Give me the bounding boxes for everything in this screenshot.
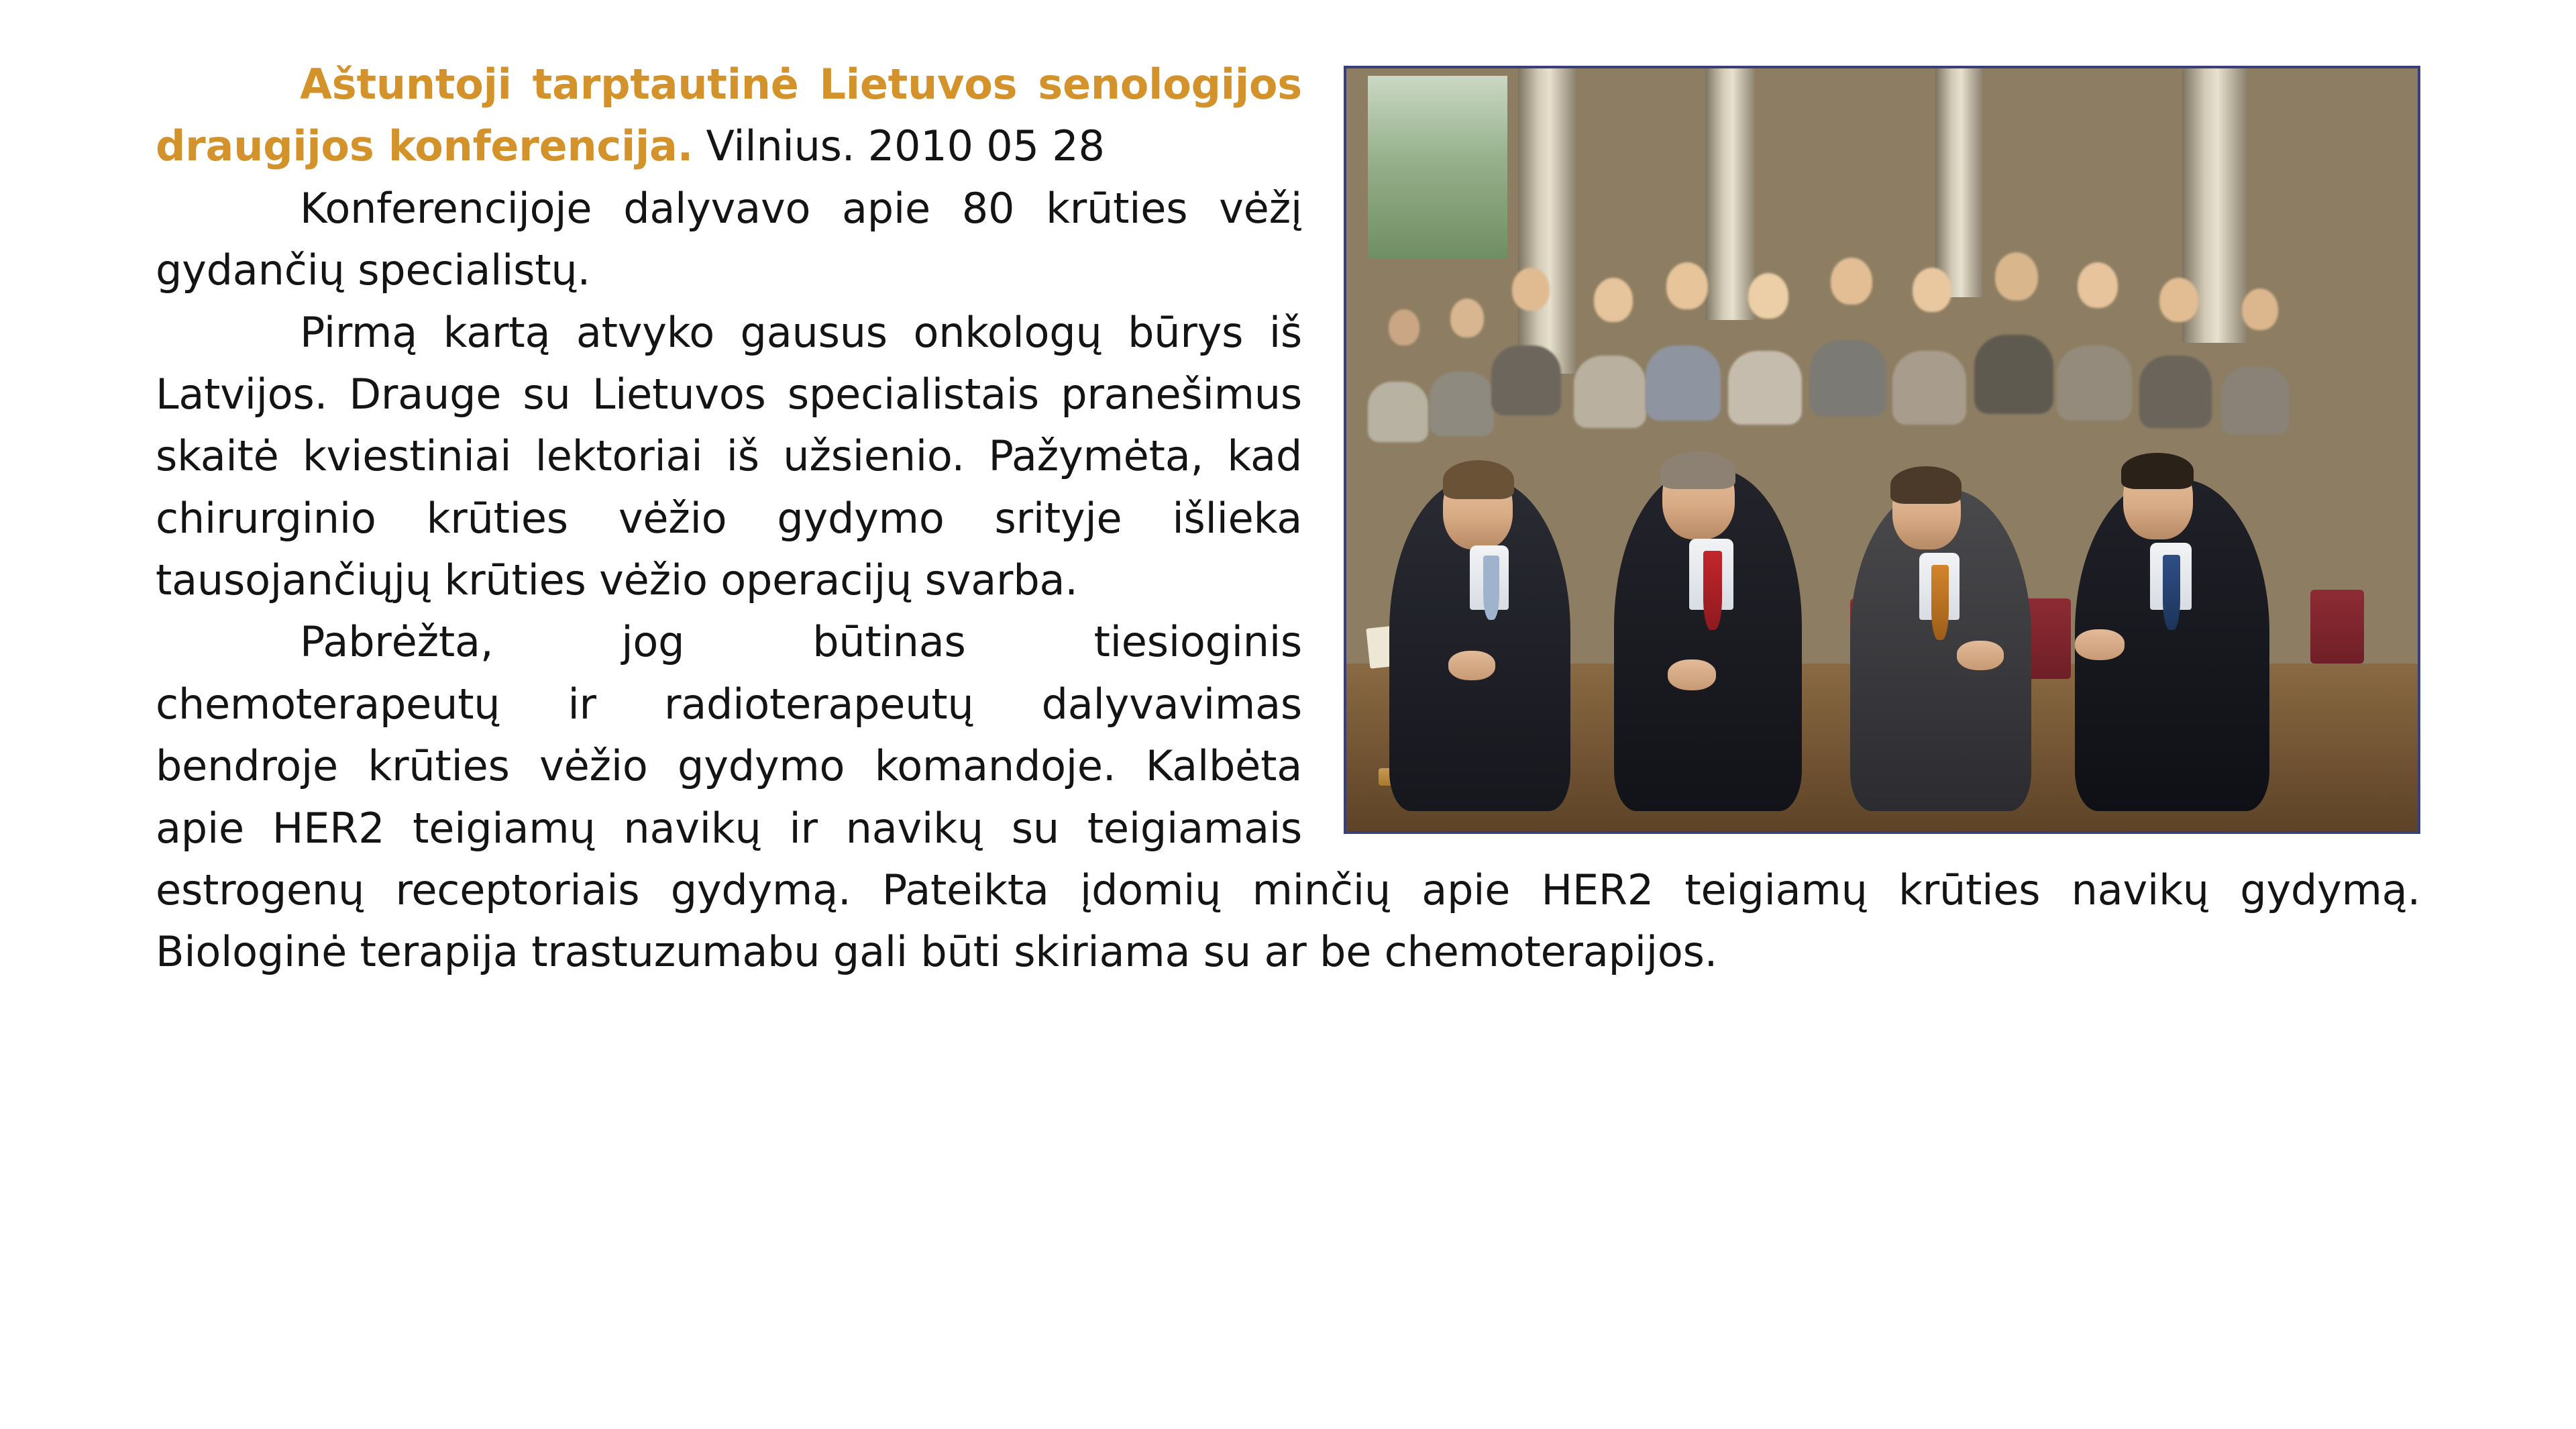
- attendee-hand: [1668, 659, 1716, 690]
- attendee-hair: [1443, 460, 1514, 499]
- attendee-hair: [1890, 466, 1962, 504]
- attendee-tie: [1483, 555, 1499, 620]
- article-body: [156, 54, 2420, 984]
- conference-photo-image: [1346, 68, 2418, 831]
- attendee-tie: [1703, 551, 1722, 630]
- attendee-hand: [2075, 629, 2125, 660]
- article-paragraph-1: Konferencijoje dalyvavo apie 80 krūties vėžį gydančių specialistų.: [156, 183, 1302, 295]
- attendee-hair: [2121, 453, 2194, 489]
- attendee-tie: [1931, 565, 1949, 640]
- front-row-attendees: [1346, 328, 2418, 831]
- attendee-hand: [1448, 651, 1495, 680]
- attendee-tie: [2163, 555, 2180, 630]
- attendee-hand: [1957, 641, 2004, 670]
- article-paragraph-3: Pabrėžta, jog būtinas tiesioginis chemoterapeutų ir radioterapeutų dalyvavimas bendroje krūties vėžio gydymo komandoje. Kalbėta apie HER2 teigiamų navikų ir navikų su teigiamais estrogenų receptoriais gydymą. Pateikta įdomių minčių apie HER2 teigiamų krūties navikų gydymą. Biologinė terapija trastuzumabu gali būti skiriama su ar be chemoterapijos.: [156, 617, 2420, 977]
- article-heading: Aštuntoji tarptautinė Lietuvos senologijos draugijos konferencija.: [156, 60, 1302, 171]
- photo-frame: [1344, 66, 2420, 834]
- attendee-hair: [1660, 452, 1735, 489]
- conference-photo-figure: [1344, 66, 2420, 834]
- article-heading-tail: Vilnius. 2010 05 28: [693, 121, 1105, 171]
- article-paragraph-2: Pirmą kartą atvyko gausus onkologų būrys iš Latvijos. Drauge su Lietuvos specialistais pranešimus skaitė kviestiniai lektoriai iš užsienio. Pažymėta, kad chirurginio krūties vėžio gydymo srityje išlieka tausojančiųjų krūties vėžio operacijų svarba.: [156, 307, 1302, 604]
